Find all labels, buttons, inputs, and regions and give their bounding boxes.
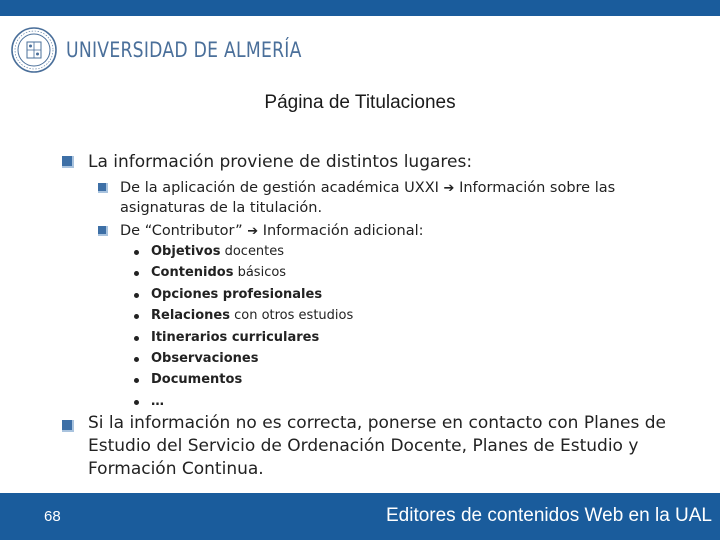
bullet-dot-icon [134, 357, 139, 362]
footer-title: Editores de contenidos Web en la UAL [385, 505, 712, 526]
sub-bullet-2-text-b: Información adicional: [262, 223, 424, 239]
bullet-square-icon [62, 420, 74, 432]
bullet-dot-icon [134, 336, 139, 341]
sub-bullet-2-line [120, 222, 424, 241]
sub-bullet-1-line-2: asignaturas de la titulación. [120, 200, 323, 216]
list-item-rest: básicos [233, 265, 287, 281]
sub-bullet-2-text-a: De “Contributor” [120, 223, 243, 239]
list-item-bold: Itinerarios curriculares [151, 329, 320, 345]
list-item-rest: con otros estudios [229, 308, 354, 324]
bullet-dot-icon [134, 271, 139, 276]
sub-bullet-square-icon [98, 226, 108, 236]
sub-bullet-1-text-b: Información sobre las [459, 180, 616, 196]
bullet-2-line-2: Estudio del Servicio de Ordenación Docente, Planes de Estudio y [88, 436, 639, 456]
page-number: 68 [44, 508, 61, 525]
list-item-bold: Documentos [151, 372, 243, 388]
bullet-dot-icon [134, 250, 139, 255]
bullet-dot-icon [134, 378, 139, 383]
bullet-square-icon [62, 156, 74, 168]
sub-bullet-square-icon [98, 183, 108, 193]
arrow-right-icon: ➔ [443, 181, 455, 196]
university-seal-logo [10, 26, 58, 74]
bullet-dot-icon [134, 293, 139, 298]
top-bar [0, 0, 720, 16]
arrow-right-icon: ➔ [247, 224, 259, 239]
bullet-2-line-1: Si la información no es correcta, ponerse en contacto con Planes de [88, 413, 666, 433]
sub-bullet-1-text-a: De la aplicación de gestión académica UXXI [120, 180, 439, 196]
slide-title [0, 92, 720, 114]
list-item-bold: Relaciones [151, 308, 230, 324]
list-item-bold: Contenidos [151, 265, 234, 281]
list-item-bold: Objetivos [151, 244, 221, 259]
list-item-bold: Observaciones [151, 350, 259, 366]
university-name: UNIVERSIDAD DE ALMERÍA [66, 38, 302, 62]
bullet-dot-icon [134, 400, 139, 405]
bullet-2-line-3: Formación Continua. [88, 459, 264, 479]
bullet-dot-icon [134, 314, 139, 319]
list-item-bold: Opciones profesionales [151, 286, 323, 302]
list-item-bold: … [151, 393, 164, 409]
list-item-rest: docentes [220, 244, 285, 259]
sub-bullet-1-line-1 [120, 179, 615, 198]
slide-title-text: Página de Titulaciones [264, 92, 456, 113]
bullet-1-text: La información proviene de distintos lugares: [88, 152, 473, 172]
